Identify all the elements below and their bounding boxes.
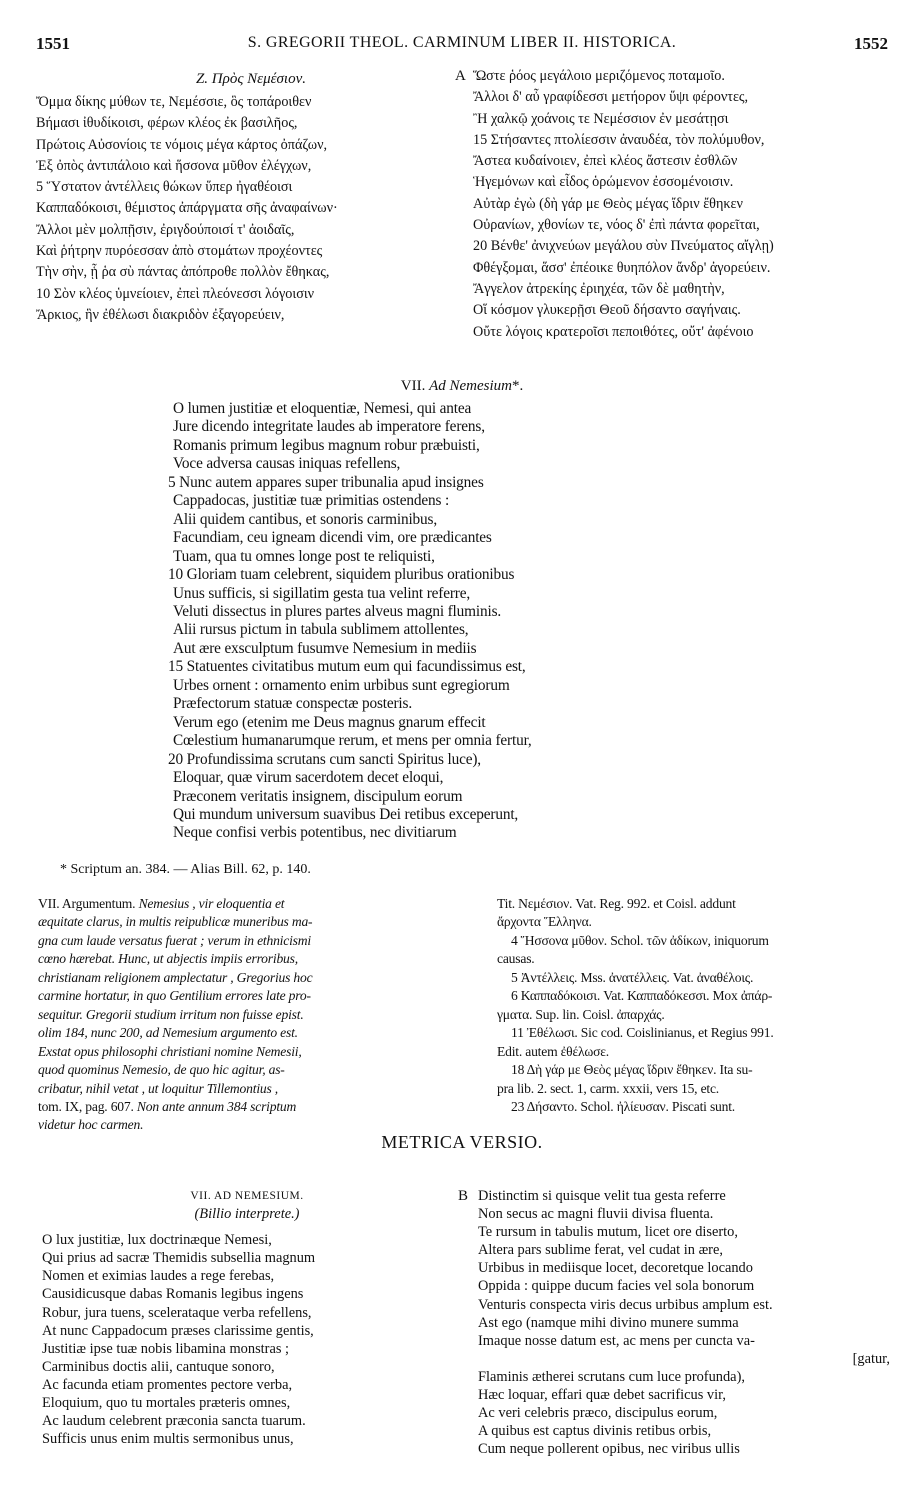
note-line: ἄρχοντα Ἕλληνα. [497, 914, 592, 930]
argument-text: tom. IX, pag. 607. [38, 1098, 137, 1114]
metrica-versio-heading: METRICA VERSIO. [381, 1132, 543, 1152]
latin-verse-line: 15 Statuentes civitatibus mutum eum qui facundissimus est, [168, 658, 526, 676]
latin-verse-line: Romanis primum legibus magnum robur præbuisti, [173, 436, 480, 454]
latin-verse-line: Præfectorum statuæ conspectæ posteris. [173, 695, 413, 713]
greek-verse-line: Ἐξ ὀπὸς ἀντιπάλοιο καὶ ἥσσονα μῦθον ἐλέγχων, [36, 157, 312, 174]
note-line: Tit. Νεμέσιον. Vat. Reg. 992. et Coisl. addunt [497, 896, 736, 911]
latin-verse-line: Verum ego (etenim me Deus magnus gnarum effecit [173, 713, 486, 731]
metrica-left-column [42, 1187, 452, 1448]
metrica-verse-line: [gatur, [852, 1350, 890, 1367]
metrica-verse-line: Carminibus doctis alii, cantuque sonoro, [42, 1358, 275, 1375]
latin-verse-line: Eloquar, quæ virum sacerdotem decet eloqui, [173, 769, 444, 787]
greek-verse-line: Ἄγγελον ἀτρεκίης ἐριηχέα, τῶν δὲ μαθητὴν, [473, 280, 725, 297]
metrica-verse-line: Causidicusque dabas Romanis legibus ingens [42, 1286, 304, 1303]
greek-verse-line: Καὶ ῥήτρην πυρόεσσαν ἀπὸ στομάτων προχέοντες [36, 243, 323, 260]
latin-verse-line: Aut ære exsculptum fusumve Nemesium in mediis [173, 639, 477, 657]
metrica-verse-line: Nomen et eximias laudes a rege ferebas, [42, 1268, 275, 1285]
greek-verse-line: Ἄλλοι μὲν μολπῇσιν, ἐριγδούποισί τ' ἀοιδαῖς, [36, 221, 295, 238]
argument-text: sequitur. Gregorii studium irritum non fuisse epist. [38, 1006, 304, 1022]
latin-section-title [0, 378, 924, 395]
latin-verse-line: 20 Profundissima scrutans cum sancti Spiritus luce), [168, 750, 481, 768]
note-line: 11 Ἐθέλωσι. Sic cod. Coislinianus, et Regius 991. [511, 1025, 774, 1041]
metrica-verse-line: Non secus ac magni fluvii divisa fluenta. [478, 1206, 714, 1223]
note-line: γματα. Sup. lin. Coisl. ἀπαρχάς. [497, 1006, 665, 1022]
argument-text: carmine hortatur, in quo Gentilium errores late pro- [38, 988, 311, 1004]
greek-verse-line: Ἢ χαλκῷ χοάνοις τε Νεμέσσιον ἐν μεσάτῃσι [473, 110, 729, 127]
latin-verse-line: Alii quidem cantibus, et sonoris carminibus, [173, 510, 438, 528]
metrica-verse-line: Ac facunda etiam promentes pectore verba, [42, 1376, 293, 1393]
metrica-verse-line: Justitiæ ipse tuæ nobis libamina monstras ; [42, 1340, 290, 1357]
greek-verse-line: Βήμασι ἰθυδίκοισι, φέρων κλέος ἐκ βασιλῆος, [36, 115, 298, 132]
argument-line [38, 987, 458, 1005]
latin-verse-line: Præconem veritatis insignem, discipulum eorum [173, 787, 463, 805]
argument-line [38, 969, 458, 987]
latin-verse-line: Qui mundum universum suavibus Dei retibus exceperunt, [173, 805, 519, 823]
latin-verse-line: Alii rursus pictum in tabula sublimem attollentes, [173, 621, 469, 639]
argument-line [38, 1098, 458, 1116]
greek-verse-line: Καππαδόκοισι, θέμιστος ἀπάργματα σῆς ἀναφαίνων· [36, 200, 338, 217]
metrica-verse-line: Ac laudum celebrent præconia sancta tuarum. [42, 1413, 306, 1430]
argument-line [38, 1080, 458, 1098]
metrica-verse-line: Te rursum in tabulis mutum, licet ore diserto, [478, 1224, 738, 1241]
latin-verse-line: Tuam, qua tu omnes longe post te reliquisti, [173, 547, 435, 565]
latin-verse-line: Facundiam, ceu igneam dicendi vim, ore prædicantes [173, 529, 492, 547]
note-line: 23 Δήσαντο. Schol. ἠλίευσαν. Piscati sunt. [511, 1098, 736, 1114]
note-line: pra lib. 2. sect. 1, carm. xxxii, vers 15, etc. [497, 1080, 720, 1096]
margin-marker-b: B [458, 1188, 469, 1204]
greek-verse-line: 15 Στήσαντες πτολίεσσιν ἀναυδέα, τὸν πολύμυθον, [473, 131, 765, 148]
latin-title-number: VII. [400, 378, 426, 394]
greek-verse-line: 5 Ὕστατον ἀντέλλεις θώκων ὕπερ ἠγαθέοισι [36, 179, 293, 196]
argument-line [38, 913, 458, 931]
metrica-left-lines [42, 1231, 452, 1448]
metrica-verse-line: A quibus est captus divinis retibus orbis, [478, 1423, 712, 1440]
greek-verse-line: Ὥστε ῥόος μεγάλοιο μεριζόμενος ποταμοῖο. [473, 68, 725, 84]
argument-column [38, 895, 458, 1135]
argument-text: æquitate clarus, in multis reipublicæ muneribus ma- [38, 914, 313, 930]
latin-prose-translation [168, 400, 768, 843]
argument-text: Nemesius , vir eloquentia et [138, 896, 285, 911]
latin-title-text: Ad Nemesium [429, 378, 512, 394]
argument-text: cribatur, nihil vetat , ut loquitur Tillemontius , [38, 1080, 278, 1096]
metrica-verse-line: Sufficis unus enim multis sermonibus unus, [42, 1431, 294, 1448]
metrica-verse-line: Qui prius ad sacræ Themidis subsellia magnum [42, 1250, 316, 1267]
argument-line [38, 1061, 458, 1079]
running-title: S. GREGORII THEOL. CARMINUM LIBER II. HISTORICA. [247, 34, 677, 51]
latin-verse-line: Urbes ornent : ornamento enim urbibus sunt egregiorum [173, 676, 510, 694]
argument-line [38, 1043, 458, 1061]
metrica-verse-line: Ast ego (namque mihi divino munere summa [478, 1314, 739, 1331]
note-line: 6 Καππαδόκοισι. Vat. Καππαδόκεσσι. Mox ἀπάρ- [511, 988, 773, 1004]
argument-text: cœno hærebat. Hunc, ut abjectis impiis erroribus, [38, 951, 298, 967]
note-line: 18 Δὴ γάρ με Θεὸς μέγας ἴδριν ἔθηκεν. Ita su- [511, 1062, 753, 1078]
latin-verse-line: Unus sufficis, si sigillatim gesta tua velint referre, [173, 584, 471, 602]
greek-verse-line: Ἄρκιος, ἣν ἐθέλωσι διακριδὸν ἐξαγορεύειν, [36, 306, 285, 323]
argument-line [38, 932, 458, 950]
latin-verse-line: 10 Gloriam tuam celebrent, siquidem pluribus orationibus [168, 566, 515, 584]
latin-verse-line: Cappadocas, justitiæ tuæ primitias ostendens : [173, 492, 450, 510]
argument-text: videtur hoc carmen. [38, 1117, 144, 1133]
metrica-verse-line: Eloquium, quo tu mortales præteris omnes, [42, 1395, 291, 1412]
greek-verse-line: 20 Βένθε' ἀνιχνεύων μεγάλου σὺν Πνεύματος αἴγλῃ) [473, 238, 774, 255]
greek-verse-line: Αὐτὰρ ἐγὼ (δὴ γάρ με Θεὸς μέγας ἴδριν ἔθηκεν [473, 195, 743, 212]
latin-verse-line: Neque confisi verbis potentibus, nec divitiarum [173, 824, 457, 842]
metrica-verse-line: At nunc Cappadocum præses clarissime gentis, [42, 1322, 314, 1339]
argument-text: gna cum laude versatus fuerat ; verum in ethnicismi [38, 932, 311, 948]
argument-text: Non ante annum 384 scriptum [136, 1098, 297, 1114]
latin-verse-line: Veluti dissectus in plures partes alveus magni fluminis. [173, 602, 502, 620]
greek-verse-line: Οὐρανίων, χθονίων τε, νόος δ' ἐπὶ πάντα φορεῖται, [473, 217, 760, 234]
greek-verse-line: Οὔτε λόγοις κρατεροῖσι πεποιθότες, οὔτ' ἀφένοιο [473, 323, 754, 340]
latin-verse-line: Cœlestium humanarumque rerum, et mens per omnia fertur, [173, 732, 532, 750]
greek-verse-line: Ἡγεμόνων καὶ εἶδος ὁρώμενον ἐσσομένοισιν. [473, 174, 734, 191]
note-line: 4 Ἥσσονα μῦθον. Schol. τῶν ἀδίκων, iniquorum [511, 932, 769, 948]
argument-line [38, 950, 458, 968]
greek-left-lines [36, 92, 466, 326]
greek-verse-line: Ὄμμα δίκης μύθων τε, Νεμέσσιε, ὃς τοπάροιθεν [36, 94, 312, 110]
margin-marker-a: A [455, 68, 466, 84]
footnote: * Scriptum an. 384. — Alias Bill. 62, p. 140. [60, 862, 311, 877]
greek-verse-line: Οἵ κόσμον γλυκερῇσι Θεοῦ δήσαντο σαγήναις. [473, 302, 741, 319]
argument-line [38, 1006, 458, 1024]
critical-notes-column [497, 895, 893, 1116]
greek-verse-line: Ἄλλοι δ' αὖ γραφίδεσσι μετήορον ὕψι φέροντες, [473, 89, 749, 106]
metrica-subtitle: VII. AD NEMESIUM. [190, 1190, 304, 1202]
argument-line [38, 895, 458, 913]
metrica-verse-line: Altera pars sublime ferat, vel cudat in ære, [478, 1242, 723, 1259]
note-line: causas. [497, 951, 535, 967]
latin-verse-line: Voce adversa causas iniquas refellens, [173, 455, 401, 473]
argument-text: Exstat opus philosophi christiani nomine Nemesii, [38, 1043, 302, 1059]
latin-verse-line: O lumen justitiæ et eloquentiæ, Nemesi, qui antea [173, 400, 472, 417]
greek-verse-line: 10 Σὸν κλέος ὑμνείοιεν, ἐπεὶ πλεόνεσσι λόγοισιν [36, 285, 315, 302]
greek-verse-line: Φθέγξομαι, ἅσσ' ἐπέοικε θυηπόλον ἄνδρ' ἀγορεύειν. [473, 259, 771, 276]
metrica-verse-line: Flaminis ætherei scrutans cum luce profunda), [478, 1368, 745, 1385]
metrica-verse-line: Cum neque pollerent opibus, nec viribus ullis [478, 1441, 740, 1458]
argument-text: olim 184, nunc 200, ad Nemesium argumento est. [38, 1025, 298, 1041]
metrica-verse-line: Imaque nosse datum est, ac mens per cuncta va- [478, 1332, 755, 1349]
argument-line [38, 1024, 458, 1042]
greek-right-column [455, 66, 907, 343]
metrica-verse-line: Ac veri celebris præco, discipulus eorum, [478, 1405, 718, 1422]
note-line: 5 Ἀντέλλεις. Mss. ἀνατέλλεις. Vat. ἀναθέλοις. [511, 969, 754, 985]
page-number-right: 1552 [854, 34, 888, 53]
greek-verse-line: Τὴν σὴν, ᾗ ῥα σὺ πάντας ἀπόπροθε πολλὸν ἔθηκας, [36, 264, 330, 281]
metrica-verse-line: O lux justitiæ, lux doctrinæque Nemesi, [42, 1232, 272, 1249]
running-header [36, 34, 888, 56]
metrica-verse-line: Urbibus in mediisque locet, decoretque locando [478, 1260, 753, 1277]
greek-verse-line: Ἄστεα κυδαίνοιεν, ἐπεὶ κλέος ἄστεσιν ἐσθλῶν [473, 153, 738, 170]
latin-verse-line: Jure dicendo integritate laudes ab imperatore ferens, [173, 418, 485, 436]
metrica-right-column [458, 1187, 898, 1458]
metrica-verse-line: Venturis conspecta viris decus urbibus amplum est. [478, 1296, 773, 1313]
latin-title-footnote-mark: *. [511, 378, 524, 394]
greek-right-lines [473, 66, 907, 343]
argument-text: quod quominus Nemesio, de quo hic agitur, as- [38, 1062, 285, 1078]
metrica-right-lines [478, 1187, 898, 1458]
argument-text: christianam religionem amplectatur , Gregorius hoc [38, 969, 313, 985]
note-line: Edit. autem ἐθέλωσε. [497, 1043, 609, 1059]
metrica-verse-line: Oppida : quippe ducum facies vel sola bonorum [478, 1278, 755, 1295]
greek-poem-title: Ζ. Πρὸς Νεμέσιον. [195, 71, 307, 87]
argument-text: VII. Argumentum. [38, 896, 139, 911]
metrica-verse-line: Robur, jura tuens, scelerataque verba refellens, [42, 1304, 312, 1321]
greek-left-column [36, 66, 466, 326]
page-number-left: 1551 [36, 34, 70, 53]
latin-verse-line: 5 Nunc autem appares super tribunalia apud insignes [168, 473, 484, 491]
metrica-interpreter: (Billio interprete.) [194, 1206, 300, 1223]
metrica-verse-line: Distinctim si quisque velit tua gesta referre [478, 1188, 726, 1204]
greek-verse-line: Πρώτοις Αὐσονίοις τε νόμοις μέγα κάρτος ὀπάζων, [36, 136, 328, 153]
metrica-verse-line: Hæc loquar, effari quæ debet sacrificus vir, [478, 1387, 726, 1404]
